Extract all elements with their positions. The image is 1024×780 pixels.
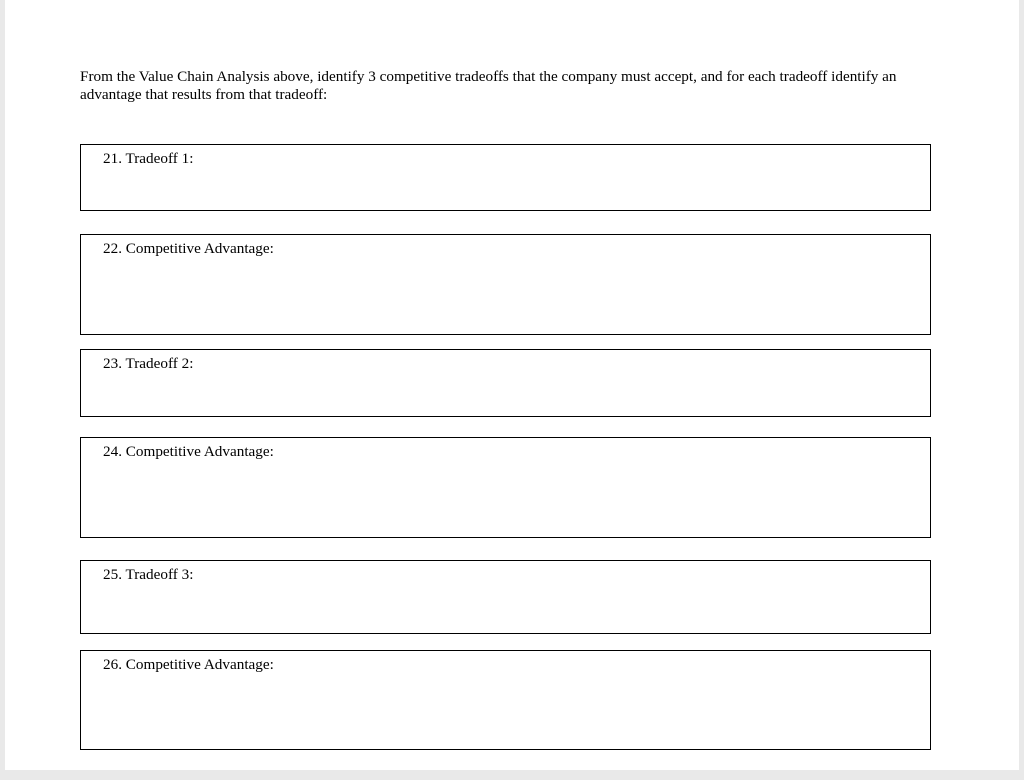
answer-box-competitive-advantage-3[interactable]	[80, 650, 931, 750]
answer-box-tradeoff-2[interactable]	[80, 349, 931, 417]
question-label-21: 21. Tradeoff 1:	[103, 150, 194, 167]
answer-box-tradeoff-3[interactable]	[80, 560, 931, 634]
answer-box-competitive-advantage-2[interactable]	[80, 437, 931, 538]
instructions-text: From the Value Chain Analysis above, identify 3 competitive tradeoffs that the company must accept, and for each tradeoff identify an advantage that results from that tradeoff:	[80, 68, 897, 103]
question-label-22: 22. Competitive Advantage:	[103, 240, 274, 257]
question-label-24: 24. Competitive Advantage:	[103, 443, 274, 460]
answer-box-competitive-advantage-1[interactable]	[80, 234, 931, 335]
document-page	[5, 0, 1019, 770]
question-label-25: 25. Tradeoff 3:	[103, 566, 194, 583]
question-label-23: 23. Tradeoff 2:	[103, 355, 194, 372]
answer-box-tradeoff-1[interactable]	[80, 144, 931, 211]
question-label-26: 26. Competitive Advantage:	[103, 656, 274, 673]
